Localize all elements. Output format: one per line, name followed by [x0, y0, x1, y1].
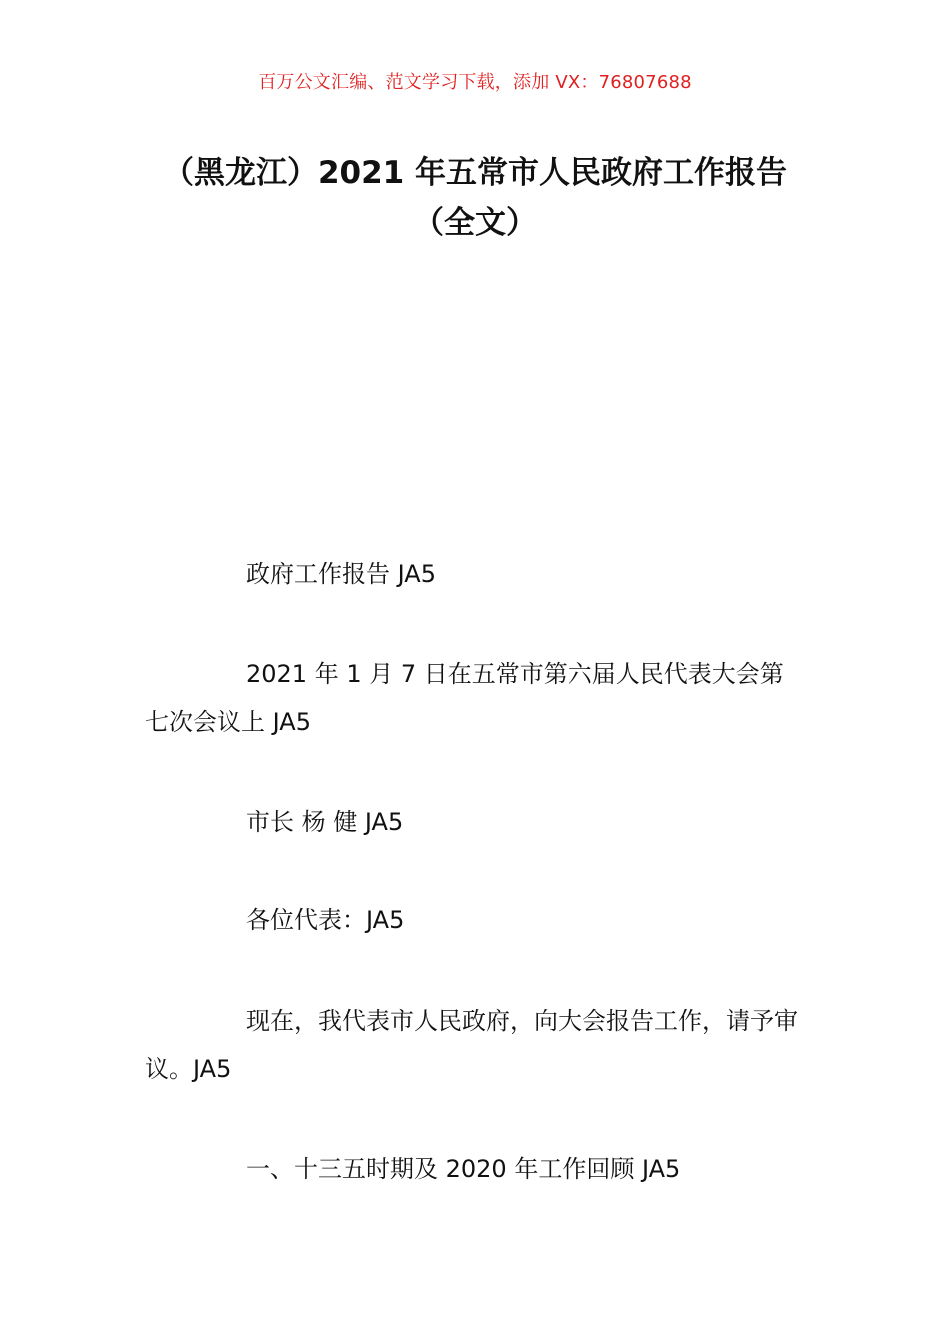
- paragraph-report-label: 政府工作报告 JA5: [246, 560, 436, 588]
- watermark-note: 百万公文汇编、范文学习下载，添加 VX：76807688: [258, 72, 692, 93]
- paragraph-meeting-date: 2021 年 1 月 7 日在五常市第六届人民代表大会第七次会议上 JA5: [145, 660, 784, 736]
- paragraph-speaker: 市长 杨 健 JA5: [246, 808, 404, 836]
- section-heading-review: 一、十三五时期及 2020 年工作回顾 JA5: [246, 1155, 681, 1183]
- document-title: （黑龙江）2021 年五常市人民政府工作报告（全文）: [162, 155, 788, 241]
- paragraph-opening: 现在，我代表市人民政府，向大会报告工作，请予审议。JA5: [145, 1007, 798, 1083]
- paragraph-salutation: 各位代表：JA5: [246, 906, 405, 934]
